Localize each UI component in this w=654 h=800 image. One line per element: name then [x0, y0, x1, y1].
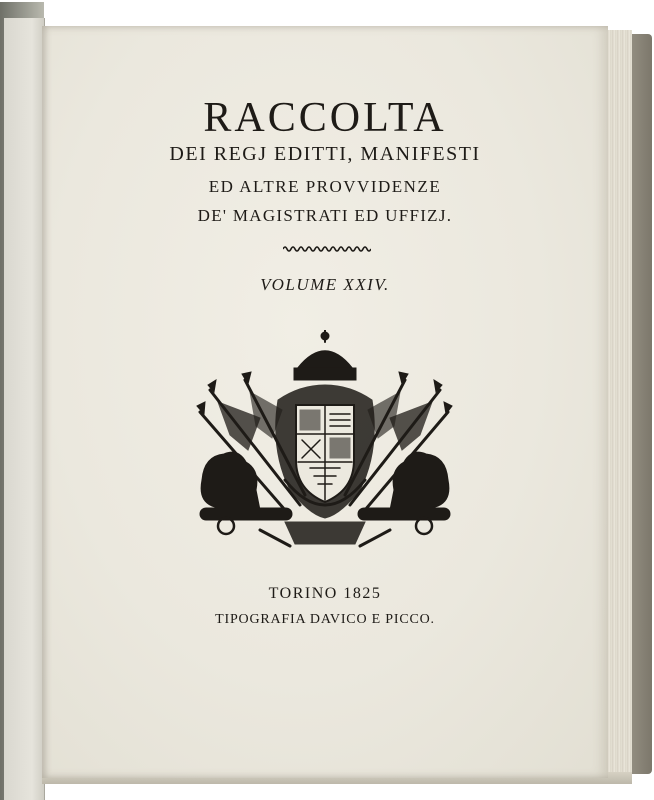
subtitle-line-1: DEI REGJ EDITTI, MANIFESTI	[169, 143, 481, 165]
subtitle-line-2: ED ALTRE PROVVIDENZE	[208, 177, 442, 196]
flyleaf-page	[4, 18, 45, 800]
wavy-rule-ornament	[283, 244, 371, 254]
page-title: RACCOLTA	[203, 95, 447, 141]
coat-of-arms-icon	[190, 330, 460, 550]
subtitle-line-3: DE' MAGISTRATI ED UFFIZJ.	[197, 206, 453, 225]
volume-label: VOLUME XXIV.	[260, 275, 390, 294]
imprint-printer: TIPOGRAFIA DAVICO E PICCO.	[215, 612, 435, 627]
imprint-place-year: TORINO 1825	[268, 585, 382, 602]
